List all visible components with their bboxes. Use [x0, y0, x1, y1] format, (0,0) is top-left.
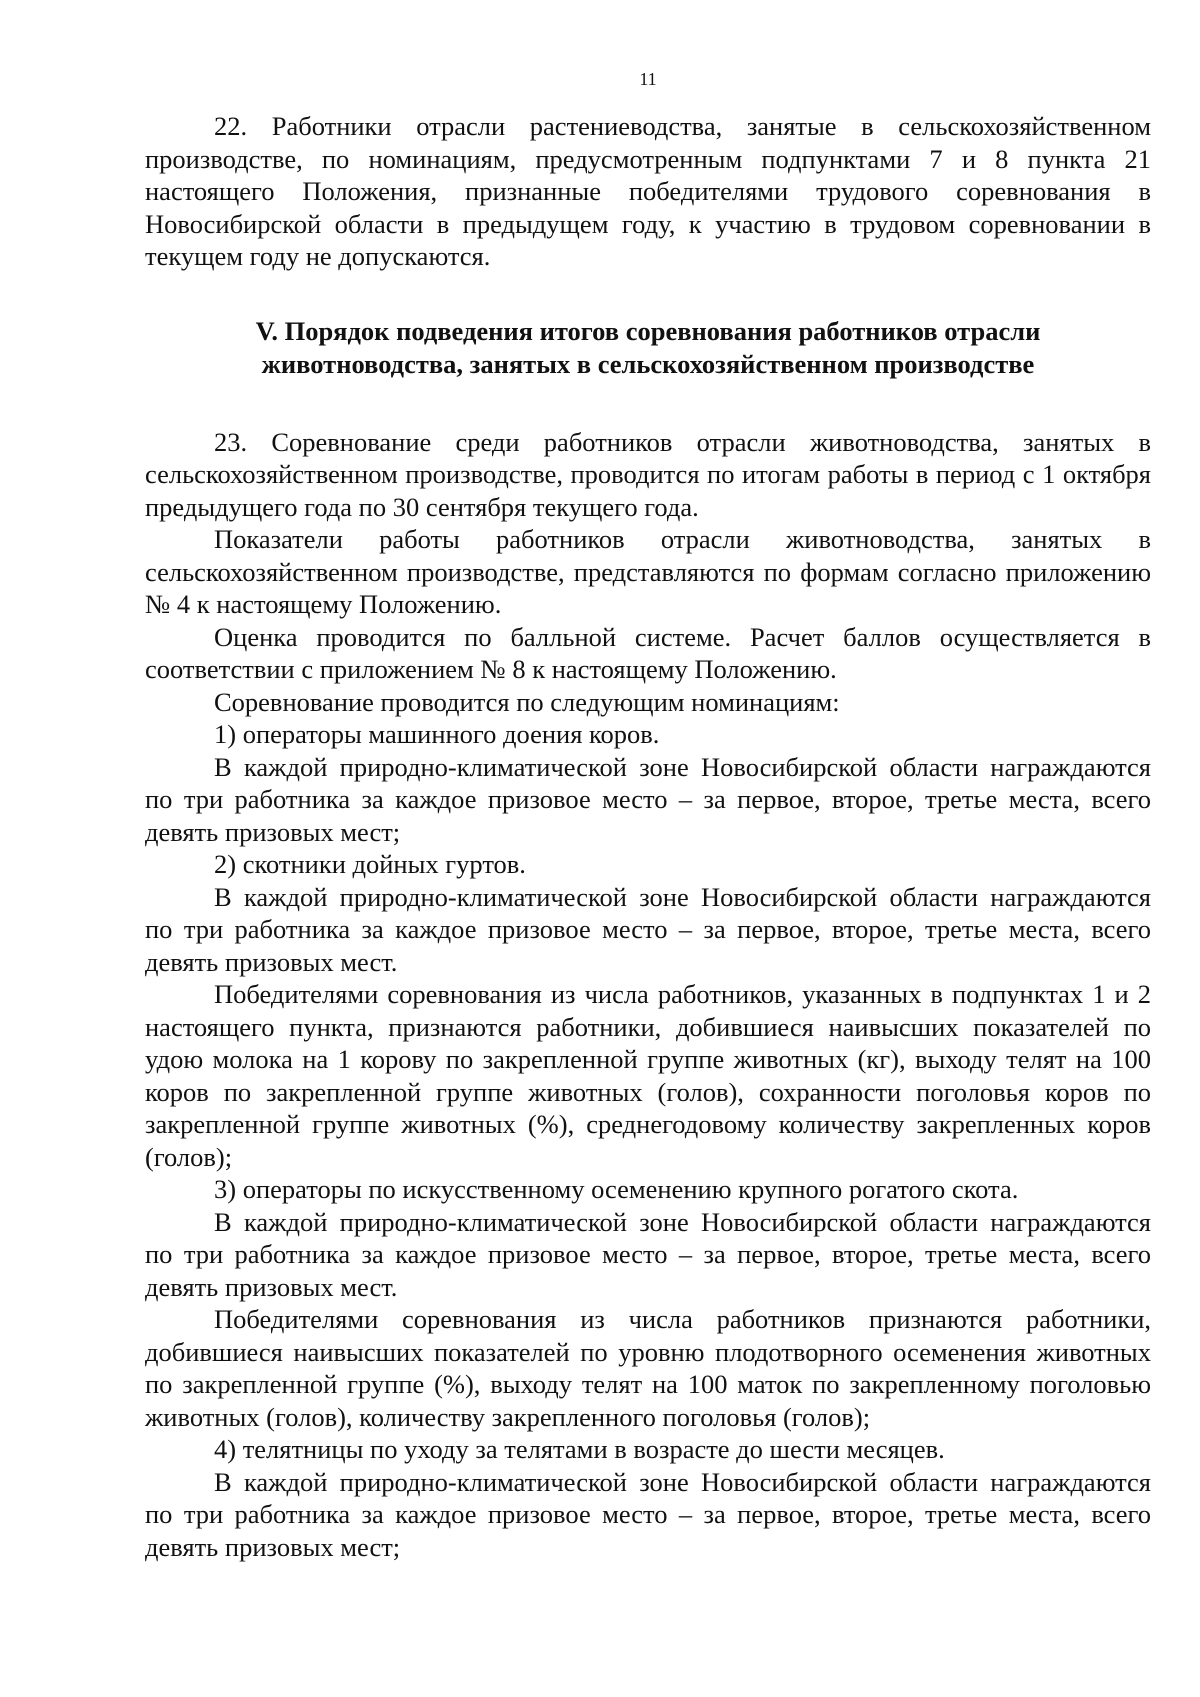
nomination-1-awards: В каждой природно-климатической зоне Новосибирской области награждаются по три работника за каждое призовое место – за первое, второе, третье места, всего девять призовых мест; [145, 751, 1151, 847]
paragraph-22: 22. Работники отрасли растениеводства, занятые в сельскохозяйственном производстве, по номинациям, предусмотренным подпунктами 7 и 8 пункта 21 настоящего Положения, признанные победителями трудового соревнования в Новосибирской области в предыдущем году, к участию в трудовом соревновании в текущем году не допускаются. [145, 111, 1151, 271]
nomination-4: 4) телятницы по уходу за телятами в возрасте до шести месяцев. [214, 1434, 945, 1464]
nomination-2-awards: В каждой природно-климатической зоне Новосибирской области награждаются по три работника за каждое призовое место – за первое, второе, третье места, всего девять призовых мест. [145, 881, 1151, 977]
paragraph-23: 23. Соревнование среди работников отрасли животноводства, занятых в сельскохозяйственном производстве, проводится по итогам работы в период с 1 октября предыдущего года по 30 сентября текущего года. [145, 426, 1151, 522]
section-heading-line-2: животноводства, занятых в сельскохозяйственном производстве [261, 348, 1035, 379]
nomination-1: 1) операторы машинного доения коров. [214, 719, 660, 749]
nomination-2: 2) скотники дойных гуртов. [214, 849, 526, 879]
page-number: 11 [639, 69, 657, 89]
document-page [145, 60, 1151, 1563]
paragraph-nominations-intro: Соревнование проводится по следующим номинациям: [214, 686, 840, 717]
section-heading-line-1: V. Порядок подведения итогов соревнования работников отрасли [255, 315, 1041, 346]
paragraph-scoring: Оценка проводится по балльной системе. Расчет баллов осуществляется в соответствии с приложением № 8 к настоящему Положению. [145, 621, 1151, 684]
nomination-3: 3) операторы по искусственному осеменению крупного рогатого скота. [214, 1174, 1019, 1204]
section-heading [145, 315, 1151, 381]
nomination-4-awards: В каждой природно-климатической зоне Новосибирской области награждаются по три работника за каждое призовое место – за первое, второе, третье места, всего девять призовых мест; [145, 1466, 1151, 1562]
nomination-1-2-winners: Победителями соревнования из числа работников, указанных в подпунктах 1 и 2 настоящего пункта, признаются работники, добившиеся наивысших показателей по удою молока на 1 корову по закрепленной группе животных (кг), выходу телят на 100 коров по закрепленной группе животных (голов), сохранности поголовья коров по закрепленной группе животных (%), среднегодовому количеству закрепленных коров (голов); [145, 979, 1151, 1172]
nomination-3-awards: В каждой природно-климатической зоне Новосибирской области награждаются по три работника за каждое призовое место – за первое, второе, третье места, всего девять призовых мест. [145, 1206, 1151, 1302]
nomination-3-winners: Победителями соревнования из числа работников признаются работники, добившиеся наивысших показателей по уровню плодотворного осеменения животных по закрепленной группе (%), выходу телят на 100 маток по закрепленному поголовью животных (голов), количеству закрепленного поголовья (голов); [145, 1304, 1151, 1432]
paragraph-indicators: Показатели работы работников отрасли животноводства, занятых в сельскохозяйственном производстве, представляются по формам согласно приложению № 4 к настоящему Положению. [145, 524, 1151, 619]
